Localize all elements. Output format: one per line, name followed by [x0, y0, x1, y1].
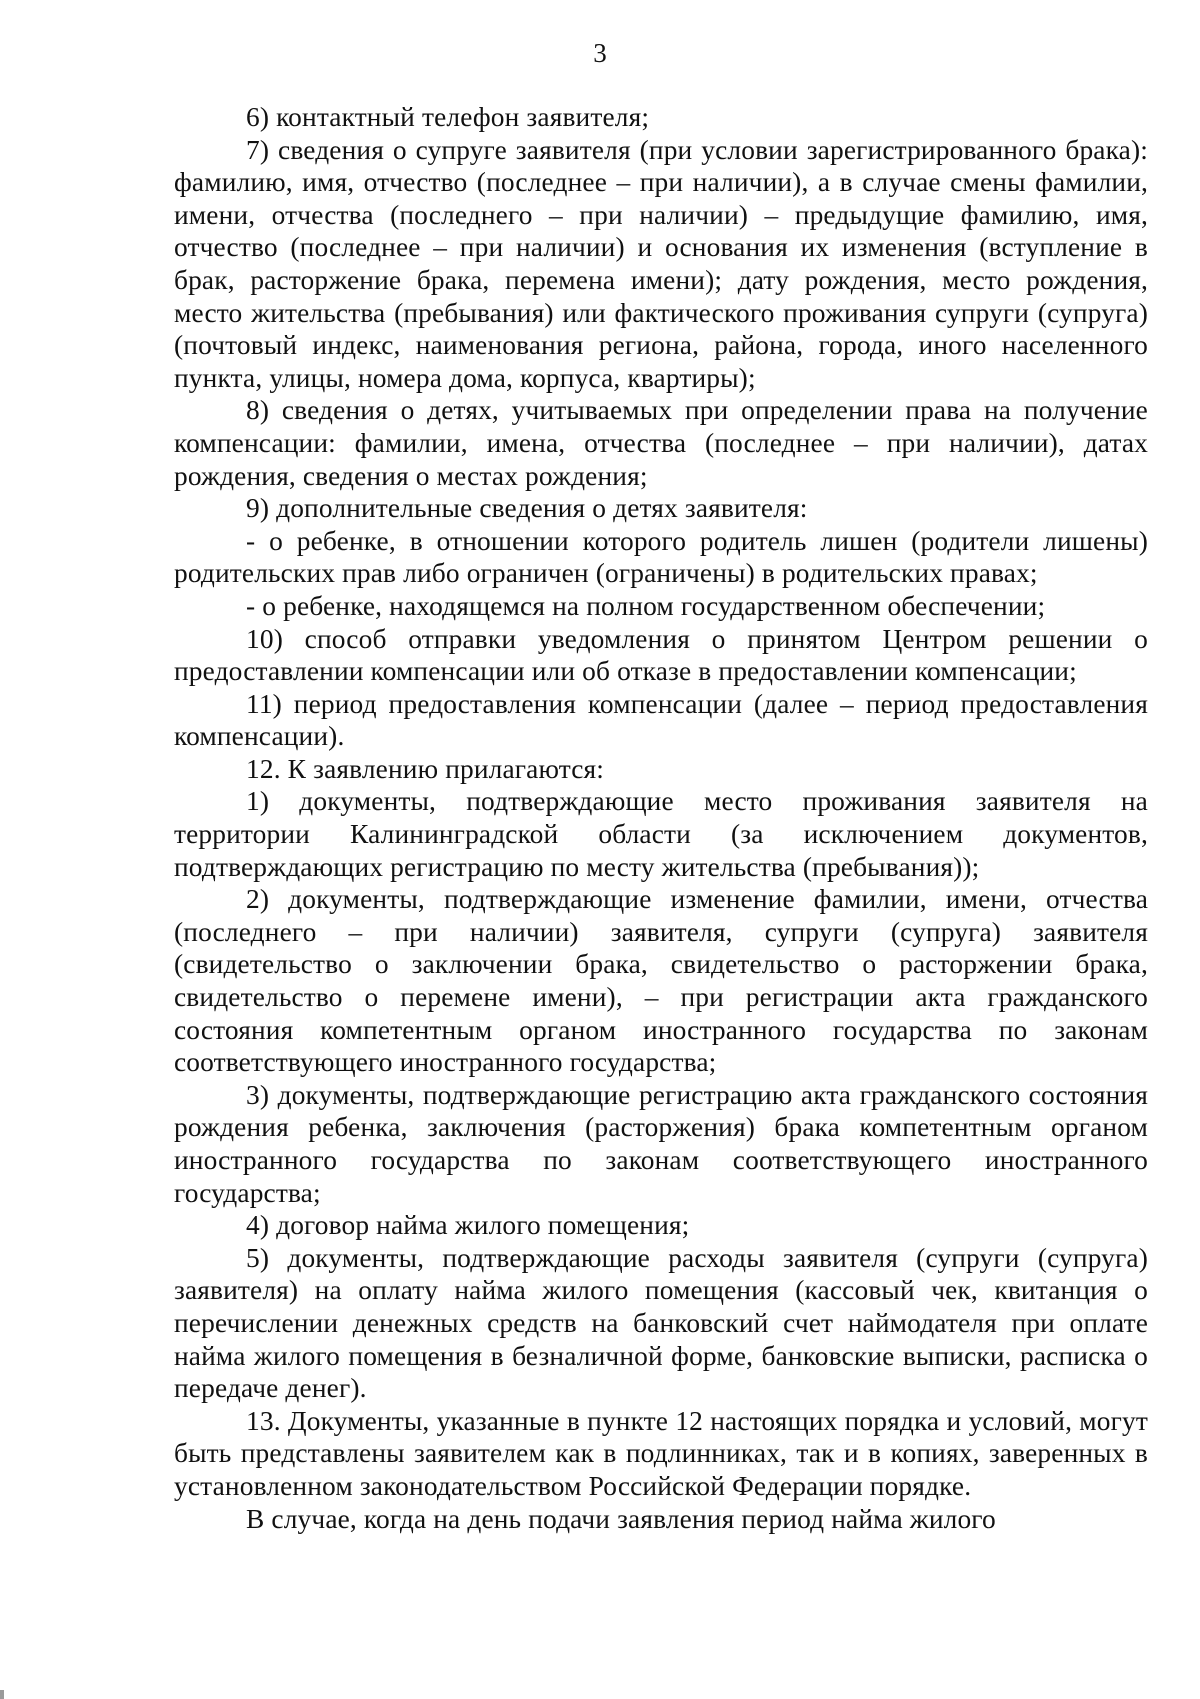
paragraph-bullet-deprived-rights: - о ребенке, в отношении которого родитель лишен (родители лишены) родительских прав либо ограничен (ограничены) в родительских правах;	[174, 525, 1148, 589]
scan-edge-mark	[0, 1690, 4, 1699]
document-body	[174, 101, 1148, 1535]
paragraph-attachment-5: 5) документы, подтверждающие расходы заявителя (супруги (супруга) заявителя) на оплату найма жилого помещения (кассовый чек, квитанция о перечислении денежных средств на банковский счет наймодателя при оплате найма жилого помещения в безналичной форме, банковские выписки, расписка о передаче денег).	[174, 1242, 1148, 1404]
paragraph-item-6: 6) контактный телефон заявителя;	[246, 102, 650, 132]
paragraph-section-12-heading: 12. К заявлению прилагаются:	[246, 753, 605, 784]
paragraph-bullet-state-support: - о ребенке, находящемся на полном государственном обеспечении;	[246, 590, 1046, 621]
paragraph-item-9-additional-info: 9) дополнительные сведения о детях заявителя:	[246, 493, 808, 524]
page-number: 3	[593, 38, 607, 68]
paragraph-continuation: В случае, когда на день подачи заявления период найма жилого	[246, 1503, 996, 1534]
paragraph-item-8-children-info: 8) сведения о детях, учитываемых при определении права на получение компенсации: фамилии, имена, отчества (последнее – при наличии), датах рождения, сведения о местах рождения;	[174, 395, 1148, 491]
paragraph-attachment-4: 4) договор найма жилого помещения;	[246, 1210, 690, 1241]
paragraph-attachment-2: 2) документы, подтверждающие изменение фамилии, имени, отчества (последнего – при наличии) заявителя, супруги (супруга) заявителя (свидетельство о заключении брака, свидетельство о расторжении брака, свидетельство о перемене имени), – при регистрации акта гражданского состояния компетентным органом иностранного государства по законам соответствующего иностранного государства;	[174, 884, 1148, 1078]
paragraph-item-7-spouse-info: 7) сведения о супруге заявителя (при условии зарегистрированного брака): фамилию, имя, отчество (последнее – при наличии), а в случае смены фамилии, имени, отчества (последнего – при наличии) – предыдущие фамилию, имя, отчество (последнее – при наличии) и основания их изменения (вступление в брак, расторжение брака, перемена имени); дату рождения, место рождения, место жительства (пребывания) или фактического проживания супруги (супруга) (почтовый индекс, наименования региона, района, города, иного населенного пункта, улицы, номера дома, корпуса, квартиры);	[174, 134, 1148, 393]
paragraph-attachment-3: 3) документы, подтверждающие регистрацию акта гражданского состояния рождения ребенка, заключения (расторжения) брака компетентным органом иностранного государства по законам соответствующего иностранного государства;	[174, 1079, 1148, 1208]
paragraph-attachment-1: 1) документы, подтверждающие место проживания заявителя на территории Калининградской области (за исключением документов, подтверждающих регистрацию по месту жительства (пребывания));	[174, 786, 1148, 882]
paragraph-item-10-notification: 10) способ отправки уведомления о принятом Центром решении о предоставлении компенсации или об отказе в предоставлении компенсации;	[174, 623, 1148, 687]
paragraph-item-11-period: 11) период предоставления компенсации (далее – период предоставления компенсации).	[174, 688, 1148, 752]
paragraph-section-13: 13. Документы, указанные в пункте 12 настоящих порядка и условий, могут быть представлены заявителем как в подлинниках, так и в копиях, заверенных в установленном законодательством Российской Федерации порядке.	[174, 1405, 1148, 1501]
